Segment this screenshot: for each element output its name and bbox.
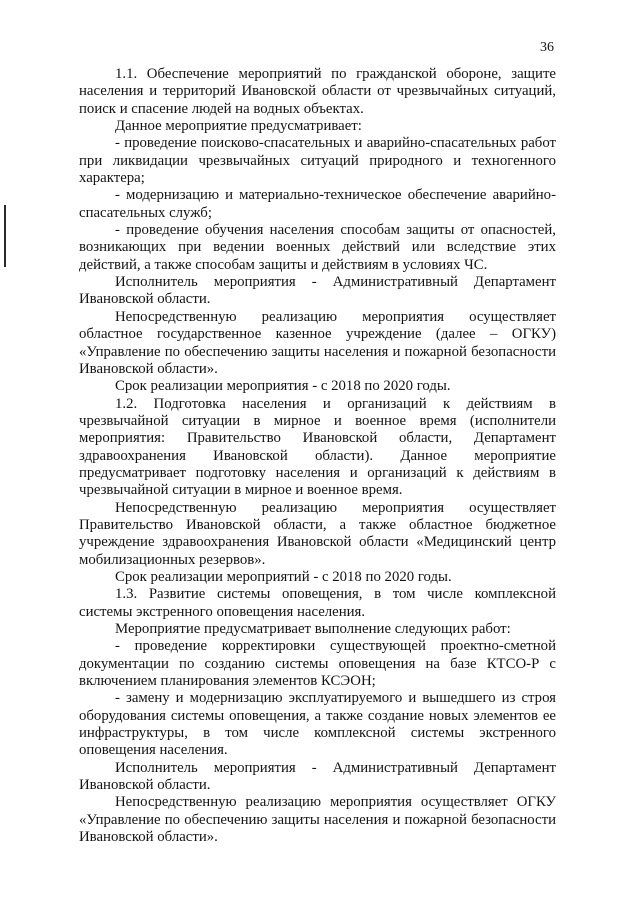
section-1-1-heading: 1.1. Обеспечение мероприятий по гражданской обороне, защите населения и территорий Ивановской области от чрезвычайных ситуаций, поиск и спасение людей на водных объектах. bbox=[79, 66, 556, 117]
section-1-1-item-rescue-works: - проведение поисково-спасательных и аварийно-спасательных работ при ликвидации чрезвычайных ситуаций природного и техногенного характера; bbox=[79, 135, 556, 187]
section-1-3-item-equipment: - замену и модернизацию эксплуатируемого и вышедшего из строя оборудования системы оповещения, а также создание новых элементов ее инфраструктуры, в том числе комплексной системы экстренного оповещения населения. bbox=[79, 690, 556, 759]
section-1-3-heading: 1.3. Развитие системы оповещения, в том числе комплексной системы экстренного оповещения населения. bbox=[79, 586, 556, 620]
section-1-2-period: Срок реализации мероприятий - с 2018 по 2020 годы. bbox=[115, 568, 452, 585]
section-1-3-executor: Исполнитель мероприятия - Административный Департамент Ивановской области. bbox=[79, 759, 556, 794]
section-1-2-heading: 1.2. Подготовка населения и организаций к действиям в чрезвычайной ситуации в мирное и военное время (исполнители мероприятия: Правительство Ивановской области, Департамент здравоохранения Ивановской области). Данное мероприятие предусматривает подготовку населения и организаций к действиям в чрезвычайной ситуации в мирное и военное время. bbox=[79, 395, 556, 499]
section-1-1-period: Срок реализации мероприятия - с 2018 по 2020 годы. bbox=[115, 378, 451, 395]
section-1-3-intro: Мероприятие предусматривает выполнение следующих работ: bbox=[115, 621, 511, 637]
section-1-2-implementer: Непосредственную реализацию мероприятия осуществляет Правительство Ивановской области, а также областное бюджетное учреждение здравоохранения Ивановской области «Медицинский центр мобилизационных резервов». bbox=[79, 499, 556, 568]
page-number: 36 bbox=[540, 40, 554, 55]
section-1-3-implementer: Непосредственную реализацию мероприятия осуществляет ОГКУ «Управление по обеспечению защиты населения и пожарной безопасности Ивановской области». bbox=[79, 794, 556, 846]
section-1-1-item-training: - проведение обучения населения способам защиты от опасностей, возникающих при ведении военных действий или вследствие этих действий, а также способам защиты и действиям в условиях ЧС. bbox=[79, 222, 556, 273]
section-1-3-item-documentation: - проведение корректировки существующей проектно-сметной документации по созданию системы оповещения на базе КТСО-Р с включением планирования элементов КСЭОН; bbox=[79, 638, 556, 690]
section-1-1-executor: Исполнитель мероприятия - Административный Департамент Ивановской области. bbox=[79, 274, 556, 308]
document-body bbox=[79, 66, 556, 846]
section-1-1-implementer: Непосредственную реализацию мероприятия осуществляет областное государственное казенное учреждение (далее – ОГКУ) «Управление по обеспечению защиты населения и пожарной безопасности Ивановской области». bbox=[79, 308, 556, 377]
margin-change-bar bbox=[4, 205, 6, 267]
section-1-1-intro: Данное мероприятие предусматривает: bbox=[115, 118, 362, 135]
section-1-1-item-modernization: - модернизацию и материально-техническое обеспечение аварийно-спасательных служб; bbox=[79, 187, 556, 221]
